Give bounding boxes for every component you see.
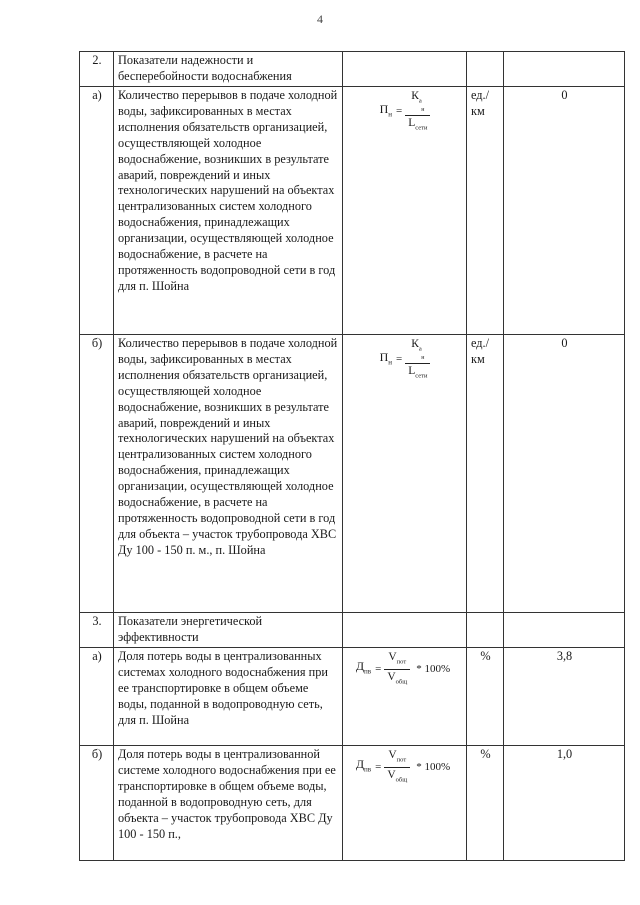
table-row: [80, 746, 625, 861]
row-description: Количество перерывов в подаче холодной воды, зафиксированных в местах исполнения обязательств организацией, осуществляющей холодное водоснабжение, возникших в результате аварий, повреждений и иных технологических нарушений на объектах централизованных систем холодного водоснабжения, принадлежащих организации, осуществляющей холодное водоснабжение, в расчете на протяженность водопроводной сети в год для п. Шойна: [114, 87, 343, 335]
row-value: 1,0: [504, 746, 625, 861]
formula-interruptions: [347, 90, 463, 135]
row-unit: ед./ км: [467, 87, 504, 335]
indicators-table: [79, 51, 625, 861]
row-formula: [343, 613, 467, 648]
row-description: Показатели надежности и бесперебойности водоснабжения: [114, 52, 343, 87]
formula-equals: =: [396, 105, 403, 118]
table-row: [80, 87, 625, 335]
formula-fraction: [405, 338, 430, 383]
table-row-section-3: [80, 613, 625, 648]
formula-fraction: [405, 90, 430, 135]
formula-equals: =: [375, 662, 382, 675]
row-value: [504, 52, 625, 87]
formula-numerator: $V_{пот}$: [388, 749, 407, 764]
row-number: а): [80, 648, 114, 746]
formula-lhs: $П_н$: [379, 349, 392, 367]
formula-numerator: $К_а$ н: [411, 90, 425, 114]
row-unit: [467, 52, 504, 87]
row-formula: [343, 87, 467, 335]
formula-fraction: [384, 749, 410, 787]
row-description: Количество перерывов в подаче холодной воды, зафиксированных в местах исполнения обязательств организацией, осуществляющей холодное водоснабжение, возникших в результате аварий, повреждений и иных технологических нарушений на объектах централизованных систем холодного водоснабжения, принадлежащих организации, осуществляющей холодное водоснабжение, в расчете на протяженность водопроводной сети в год для объекта – участок трубопровода ХВС Ду 100 - 150 п. м., п. Шойна: [114, 335, 343, 613]
formula-equals: =: [396, 353, 403, 366]
formula-fraction: [384, 651, 410, 689]
formula-equals: =: [375, 760, 382, 773]
formula-lhs: $Д_{пв}$: [355, 659, 372, 676]
formula-denominator: $L_{сети}$: [405, 363, 430, 382]
formula-numerator: $V_{пот}$: [388, 651, 407, 666]
row-description: Доля потерь воды в централизованных системах холодного водоснабжения при ее транспортировке в общем объеме воды, поданной в водопроводную сеть, для п. Шойна: [114, 648, 343, 746]
row-formula: [343, 335, 467, 613]
formula-multiplier: * 100%: [416, 662, 451, 675]
row-unit: %: [467, 746, 504, 861]
row-value: 0: [504, 87, 625, 335]
formula-interruptions: [347, 338, 463, 383]
row-unit: ед./ км: [467, 335, 504, 613]
row-description: Доля потерь воды в централизованной системе холодного водоснабжения при ее транспортировке в общем объеме воды, поданной в водопроводную сеть, для объекта – участок трубопровода ХВС Ду 100 - 150 п.,: [114, 746, 343, 861]
row-formula: [343, 648, 467, 746]
row-unit: %: [467, 648, 504, 746]
formula-lhs: $П_н$: [379, 101, 392, 119]
table-row: [80, 648, 625, 746]
row-value: [504, 613, 625, 648]
formula-numerator: $К_а$ н: [411, 338, 425, 362]
row-value: 3,8: [504, 648, 625, 746]
formula-lhs: $Д_{пв}$: [355, 757, 372, 774]
row-formula: [343, 52, 467, 87]
formula-multiplier: * 100%: [416, 760, 451, 773]
row-number: 2.: [80, 52, 114, 87]
row-value: 0: [504, 335, 625, 613]
page-number: 4: [317, 12, 323, 26]
formula-denominator: $L_{сети}$: [405, 115, 430, 134]
row-unit: [467, 613, 504, 648]
row-number: 3.: [80, 613, 114, 648]
formula-water-loss: [347, 651, 463, 689]
formula-water-loss: [347, 749, 463, 787]
row-description: Показатели энергетической эффективности: [114, 613, 343, 648]
table-row: [80, 335, 625, 613]
formula-denominator: $V_{общ}$: [384, 767, 410, 786]
row-number: б): [80, 746, 114, 861]
formula-denominator: $V_{общ}$: [384, 669, 410, 688]
row-formula: [343, 746, 467, 861]
row-number: б): [80, 335, 114, 613]
table-row-section-2: [80, 52, 625, 87]
row-number: а): [80, 87, 114, 335]
